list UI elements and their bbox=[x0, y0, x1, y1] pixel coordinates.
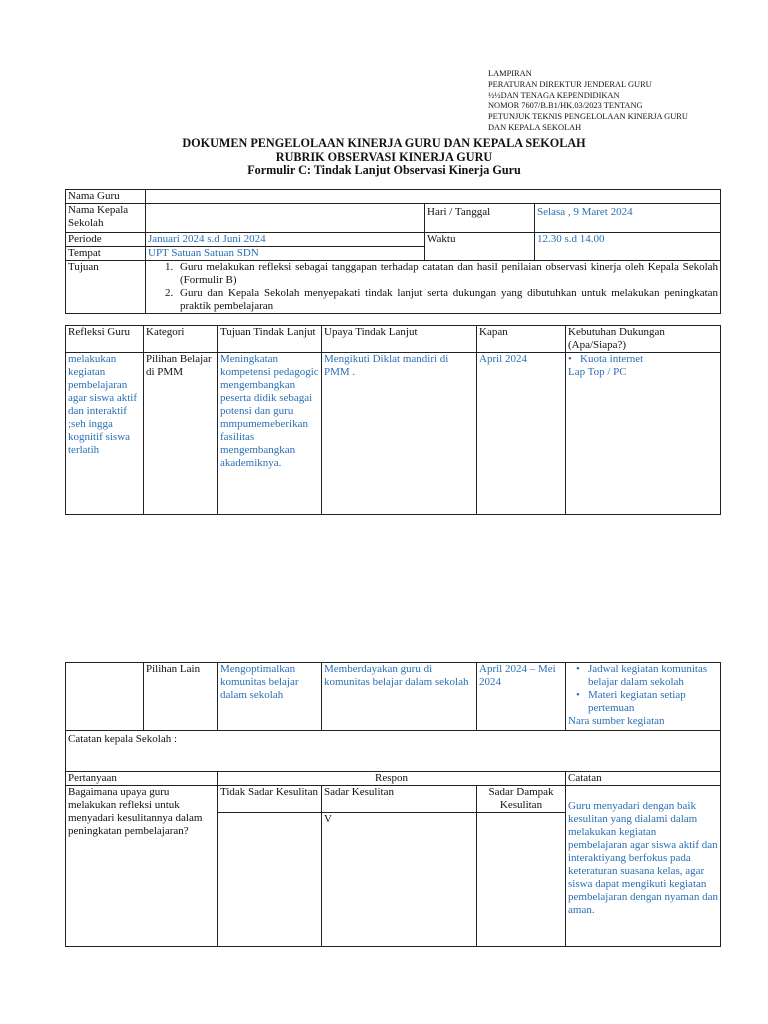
lampiran-line: NOMOR 7607/B.B1/HK.03/2023 TENTANG bbox=[488, 101, 643, 111]
hari-value[interactable]: Selasa , 9 Maret 2024 bbox=[535, 204, 721, 233]
plan-table bbox=[65, 325, 721, 515]
upaya-cell[interactable]: Mengikuti Diklat mandiri di PMM . bbox=[322, 353, 477, 515]
kebutuhan-list bbox=[568, 663, 718, 715]
kebutuhan-item: • Jadwal kegiatan komunitas belajar dalam sekolah bbox=[580, 663, 718, 689]
kategori-cell[interactable]: Pilihan Belajar di PMM bbox=[144, 353, 218, 515]
header-kategori: Kategori bbox=[144, 326, 218, 353]
subheader-tidak-sadar: Tidak Sadar Kesulitan bbox=[218, 786, 322, 813]
check-sadar[interactable]: V bbox=[322, 813, 477, 947]
lampiran-line: PERATURAN DIREKTUR JENDERAL GURU bbox=[488, 79, 652, 89]
tujuan-cell[interactable]: Meningkatan kompetensi pedagogic mengembangkan peserta didik sebagai potensi dan guru mmpumemeberikan fasilitas mengembangkan akademiknya. bbox=[218, 353, 322, 515]
tujuan-list-cell bbox=[146, 261, 721, 314]
kebutuhan-extra: Nara sumber kegiatan bbox=[568, 715, 665, 727]
nama-kepala-value[interactable] bbox=[146, 204, 425, 233]
tempat-value[interactable]: UPT Satuan Satuan SDN bbox=[146, 247, 425, 261]
header-kebutuhan: Kebutuhan Dukungan (Apa/Siapa?) bbox=[566, 326, 721, 353]
header-tujuan: Tujuan Tindak Lanjut bbox=[218, 326, 322, 353]
header-upaya: Upaya Tindak Lanjut bbox=[322, 326, 477, 353]
tujuan-label: Tujuan bbox=[66, 261, 146, 314]
tujuan-item: 1. Guru melakukan refleksi sebagai tanggapan terhadap catatan dan hasil penilaian observasi kinerja oleh Kepala Sekolah (Formulir B) bbox=[176, 261, 718, 287]
hari-label: Hari / Tanggal bbox=[425, 204, 535, 233]
periode-value[interactable]: Januari 2024 s.d Juni 2024 bbox=[146, 233, 425, 247]
lampiran-line: LAMPIRAN bbox=[488, 69, 532, 78]
tujuan-list bbox=[148, 261, 718, 313]
waktu-value[interactable]: 12.30 s.d 14.00 bbox=[535, 233, 721, 261]
header-refleksi: Refleksi Guru bbox=[66, 326, 144, 353]
tempat-label: Tempat bbox=[66, 247, 146, 261]
kapan-cell[interactable]: April 2024 – Mei 2024 bbox=[477, 663, 566, 731]
subheader-sadar-dampak: Sadar Dampak Kesulitan bbox=[477, 786, 566, 813]
continuation-table bbox=[65, 662, 721, 947]
refleksi-cell[interactable]: melakukan kegiatan pembelajaran agar siswa aktif dan interaktif ;seh ingga kognitif siswa terlatih bbox=[66, 353, 144, 515]
upaya-cell[interactable]: Memberdayakan guru di komunitas belajar dalam sekolah bbox=[322, 663, 477, 731]
subheader-sadar: Sadar Kesulitan bbox=[322, 786, 477, 813]
catatan-header: Catatan bbox=[566, 772, 721, 786]
tujuan-item: 2. Guru dan Kepala Sekolah menyepakati tindak lanjut serta dukungan yang dibutuhkan untuk melakukan peningkatan praktik pembelajaran bbox=[176, 287, 718, 313]
tujuan-cell[interactable]: Mengoptimalkan komunitas belajar dalam sekolah bbox=[218, 663, 322, 731]
header-kapan: Kapan bbox=[477, 326, 566, 353]
rubric-title: RUBRIK OBSERVASI KINERJA GURU bbox=[275, 149, 493, 164]
lampiran-line: ½½DAN TENAGA KEPENDIDIKAN bbox=[488, 90, 620, 100]
document-title: DOKUMEN PENGELOLAAN KINERJA GURU DAN KEPALA SEKOLAH bbox=[182, 136, 586, 150]
kebutuhan-cell[interactable] bbox=[566, 353, 721, 515]
respon-header: Respon bbox=[218, 772, 566, 786]
check-sadar-dampak[interactable] bbox=[477, 813, 566, 947]
kapan-cell[interactable]: April 2024 bbox=[477, 353, 566, 515]
nama-guru-value[interactable] bbox=[146, 190, 721, 204]
periode-label: Periode bbox=[66, 233, 146, 247]
form-title: Formulir C: Tindak Lanjut Observasi Kinerja Guru bbox=[247, 163, 521, 178]
nama-guru-label: Nama Guru bbox=[66, 190, 146, 204]
catatan-cell[interactable]: Guru menyadari dengan baik kesulitan yang dialami dalam melakukan kegiatan pembelajaran agar siswa aktif dan interaktiyang berfokus pada keteraturan suasana kelas, agar siswa dapat mengikuti kegiatan pembelajaran dengan nyaman dan aman. bbox=[566, 786, 721, 947]
kebutuhan-extra: Lap Top / PC bbox=[568, 366, 627, 378]
document-heading bbox=[0, 137, 768, 178]
pertanyaan-header: Pertanyaan bbox=[66, 772, 218, 786]
nama-kepala-label: Nama Kepala Sekolah bbox=[66, 204, 146, 233]
waktu-label: Waktu bbox=[425, 233, 535, 261]
kebutuhan-list bbox=[568, 353, 718, 366]
lampiran-line: PETUNJUK TEKNIS PENGELOLAAN KINERJA GURU bbox=[488, 112, 688, 122]
check-tidak-sadar[interactable] bbox=[218, 813, 322, 947]
question-cell: Bagaimana upaya guru melakukan refleksi untuk menyadari kesulitannya dalam peningkatan pembelajaran? bbox=[66, 786, 218, 947]
kategori-cell[interactable]: Pilihan Lain bbox=[144, 663, 218, 731]
catatan-kepala[interactable]: Catatan kepala Sekolah : bbox=[66, 731, 721, 772]
kebutuhan-cell[interactable] bbox=[566, 663, 721, 731]
refleksi-cell[interactable] bbox=[66, 663, 144, 731]
kebutuhan-item: • Materi kegiatan setiap pertemuan bbox=[580, 689, 718, 715]
kebutuhan-item: • Kuota internet bbox=[572, 353, 718, 366]
lampiran-line: DAN KEPALA SEKOLAH bbox=[488, 122, 582, 132]
identity-table bbox=[65, 189, 721, 314]
lampiran-block bbox=[488, 69, 688, 134]
